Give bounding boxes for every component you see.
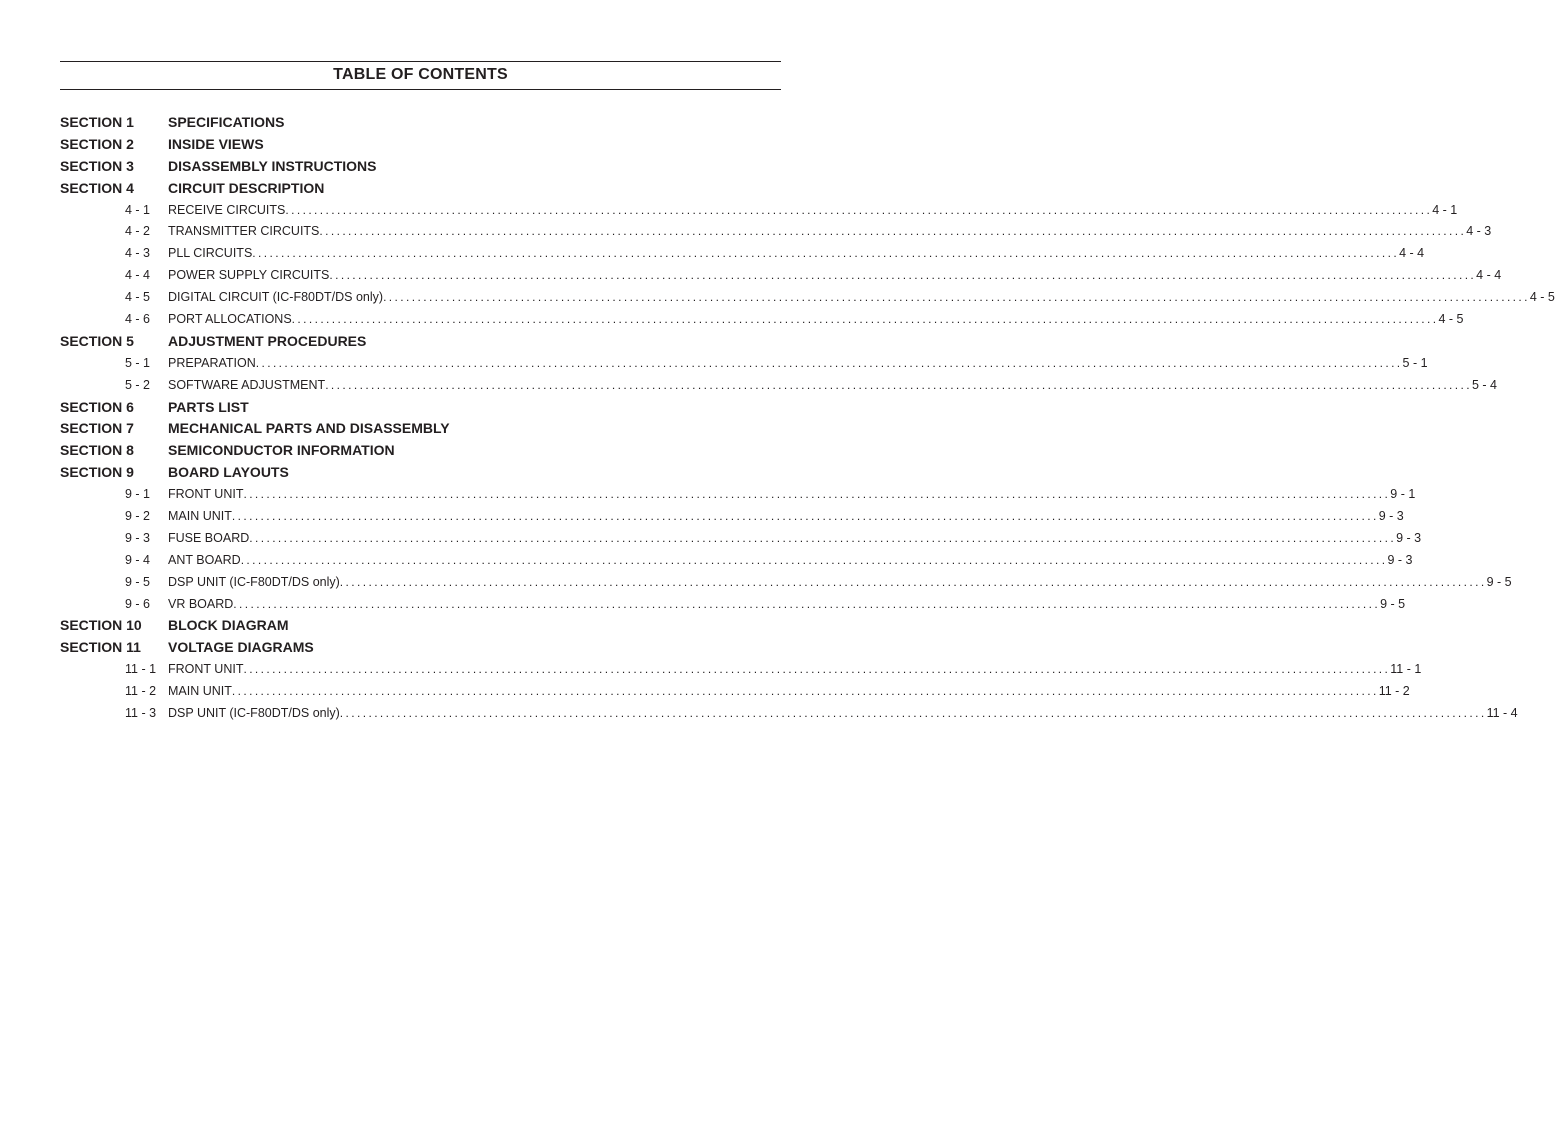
page-number: 9 - 3 [1396,530,1422,545]
dot-leader: ........................................................................................................................................................................................................ [231,509,1379,524]
subsection-number: 5 - 2 [125,377,151,392]
subsection-number: 9 - 6 [125,596,151,611]
subsection-entry [168,309,1464,331]
section-label: SECTION 3 [60,157,134,174]
subsection-entry [168,550,1413,572]
subsection-row[interactable] [60,309,1464,331]
section-label: SECTION 1 [60,114,134,130]
subsection-title: FUSE BOARD [168,530,250,545]
subsection-title: DSP UNIT (IC-F80DT/DS only) [168,574,340,589]
subsection-title: DSP UNIT (IC-F80DT/DS only) [168,706,340,721]
section-label: SECTION 9 [60,464,134,481]
subsection-entry [168,287,1555,309]
subsection-entry [168,659,1422,681]
subsection-title: TRANSMITTER CIRCUITS [168,224,320,239]
page-number: 9 - 1 [1390,487,1416,502]
section-row[interactable] [60,418,773,440]
subsection-number: 5 - 1 [125,355,151,370]
subsection-row[interactable] [60,287,1555,309]
page-number: 9 - 3 [1378,509,1404,524]
bottom-rule [60,89,781,90]
subsection-entry [168,594,1406,616]
section-label: SECTION 7 [60,420,134,437]
section-row[interactable] [60,637,773,659]
section-row[interactable] [60,440,773,462]
subsection-row[interactable] [60,265,1502,287]
section-row[interactable] [60,615,773,637]
subsection-number: 11 - 1 [125,662,157,677]
subsection-title: POWER SUPPLY CIRCUITS [168,268,330,283]
section-title: SEMICONDUCTOR INFORMATION [168,442,395,459]
subsection-entry [168,506,1404,528]
section-label: SECTION 8 [60,442,134,459]
section-row[interactable] [60,156,773,178]
subsection-number: 11 - 2 [125,684,157,699]
dot-leader: ........................................................................................................................................................................................................ [233,596,1381,611]
subsection-row[interactable] [60,353,1428,375]
page-number: 4 - 4 [1476,268,1502,283]
subsection-title: FRONT UNIT [168,487,244,502]
subsection-title: FRONT UNIT [168,662,244,677]
subsection-entry [168,703,1518,725]
subsection-number: 9 - 5 [125,574,151,589]
dot-leader: ........................................................................................................................................................................................................ [231,684,1379,699]
subsection-entry [168,200,1458,222]
subsection-entry [168,484,1416,506]
subsection-number: 9 - 1 [125,487,151,502]
section-title: BLOCK DIAGRAM [168,617,289,634]
section-title: MECHANICAL PARTS AND DISASSEMBLY [168,420,450,437]
dot-leader: ........................................................................................................................................................................................................ [329,268,1477,283]
subsection-entry [168,528,1422,550]
dot-leader: ........................................................................................................................................................................................................ [339,574,1487,589]
subsection-number: 4 - 1 [125,202,151,217]
page-number: 11 - 1 [1390,662,1422,677]
page-number: 11 - 4 [1486,706,1518,721]
subsection-number: 4 - 5 [125,290,151,305]
subsection-title: PREPARATION [168,355,256,370]
section-title: ADJUSTMENT PROCEDURES [168,332,367,349]
dot-leader: ........................................................................................................................................................................................................ [249,530,1397,545]
subsection-row[interactable] [60,484,1416,506]
dot-leader: ........................................................................................................................................................................................................ [339,706,1487,721]
page-number: 4 - 4 [1399,246,1425,261]
subsection-row[interactable] [60,550,1413,572]
subsection-row[interactable] [60,681,1410,703]
top-rule [60,61,781,62]
subsection-title: MAIN UNIT [168,684,232,699]
subsection-title: ANT BOARD [168,552,241,567]
section-label: SECTION 5 [60,332,134,349]
dot-leader: ........................................................................................................................................................................................................ [285,202,1433,217]
subsection-row[interactable] [60,572,1512,594]
subsection-row[interactable] [60,375,1497,397]
section-title: BOARD LAYOUTS [168,464,289,481]
section-label: SECTION 11 [60,639,141,656]
subsection-number: 9 - 2 [125,509,151,524]
dot-leader: ........................................................................................................................................................................................................ [240,552,1388,567]
dot-leader: ........................................................................................................................................................................................................ [255,355,1403,370]
subsection-row[interactable] [60,243,1425,265]
dot-leader: ........................................................................................................................................................................................................ [383,290,1530,305]
subsection-title: SOFTWARE ADJUSTMENT [168,377,326,392]
section-title: VOLTAGE DIAGRAMS [168,639,314,656]
section-row[interactable] [60,331,773,353]
subsection-title: VR BOARD [168,596,234,611]
subsection-entry [168,681,1410,703]
subsection-entry [168,265,1502,287]
section-label: SECTION 10 [60,617,142,634]
subsection-number: 4 - 2 [125,224,151,239]
subsection-number: 11 - 3 [125,706,157,721]
page-number: 9 - 5 [1486,574,1512,589]
subsection-entry [168,353,1428,375]
subsection-row[interactable] [60,659,1422,681]
subsection-entry [168,572,1512,594]
section-title: INSIDE VIEWS [168,135,264,152]
subsection-row[interactable] [60,200,1458,222]
subsection-row[interactable] [60,221,1492,243]
page-number: 9 - 3 [1387,552,1413,567]
page-title: TABLE OF CONTENTS [333,66,508,83]
dot-leader: ........................................................................................................................................................................................................ [243,662,1391,677]
subsection-row[interactable] [60,528,1422,550]
subsection-number: 9 - 3 [125,530,151,545]
section-row[interactable] [60,397,773,419]
page-number: 11 - 2 [1378,684,1410,699]
subsection-number: 4 - 6 [125,312,151,327]
page-number: 4 - 3 [1466,224,1492,239]
subsection-entry [168,243,1425,265]
page-number: 5 - 4 [1471,377,1497,392]
dot-leader: ........................................................................................................................................................................................................ [319,224,1467,239]
subsection-entry [168,221,1492,243]
subsection-number: 4 - 4 [125,268,151,283]
subsection-row[interactable] [60,594,1406,616]
subsection-number: 4 - 3 [125,246,151,261]
subsection-row[interactable] [60,506,1404,528]
table-of-contents [60,112,1555,725]
section-label: SECTION 6 [60,398,134,415]
page-number: 4 - 1 [1432,202,1458,217]
dot-leader: ........................................................................................................................................................................................................ [252,246,1400,261]
section-title: DISASSEMBLY INSTRUCTIONS [168,157,377,174]
section-row[interactable] [60,112,773,134]
page-number: 9 - 5 [1380,596,1406,611]
subsection-entry [168,375,1497,397]
section-label: SECTION 4 [60,179,134,196]
section-row[interactable] [60,462,773,484]
dot-leader: ........................................................................................................................................................................................................ [291,312,1439,327]
section-row[interactable] [60,134,773,156]
subsection-title: DIGITAL CIRCUIT (IC-F80DT/DS only) [168,290,384,305]
subsection-title: PLL CIRCUITS [168,246,253,261]
subsection-number: 9 - 4 [125,552,151,567]
subsection-title: RECEIVE CIRCUITS [168,202,286,217]
page-number: 5 - 1 [1402,355,1428,370]
section-label: SECTION 2 [60,135,134,152]
section-title: CIRCUIT DESCRIPTION [168,179,325,196]
subsection-title: MAIN UNIT [168,509,232,524]
section-title: SPECIFICATIONS [168,114,285,130]
section-title: PARTS LIST [168,398,249,415]
dot-leader: ........................................................................................................................................................................................................ [243,487,1391,502]
subsection-row[interactable] [60,703,1518,725]
section-row[interactable] [60,178,773,200]
subsection-title: PORT ALLOCATIONS [168,312,292,327]
page-number: 4 - 5 [1438,312,1464,327]
dot-leader: ........................................................................................................................................................................................................ [325,377,1472,392]
page-number: 4 - 5 [1529,290,1555,305]
